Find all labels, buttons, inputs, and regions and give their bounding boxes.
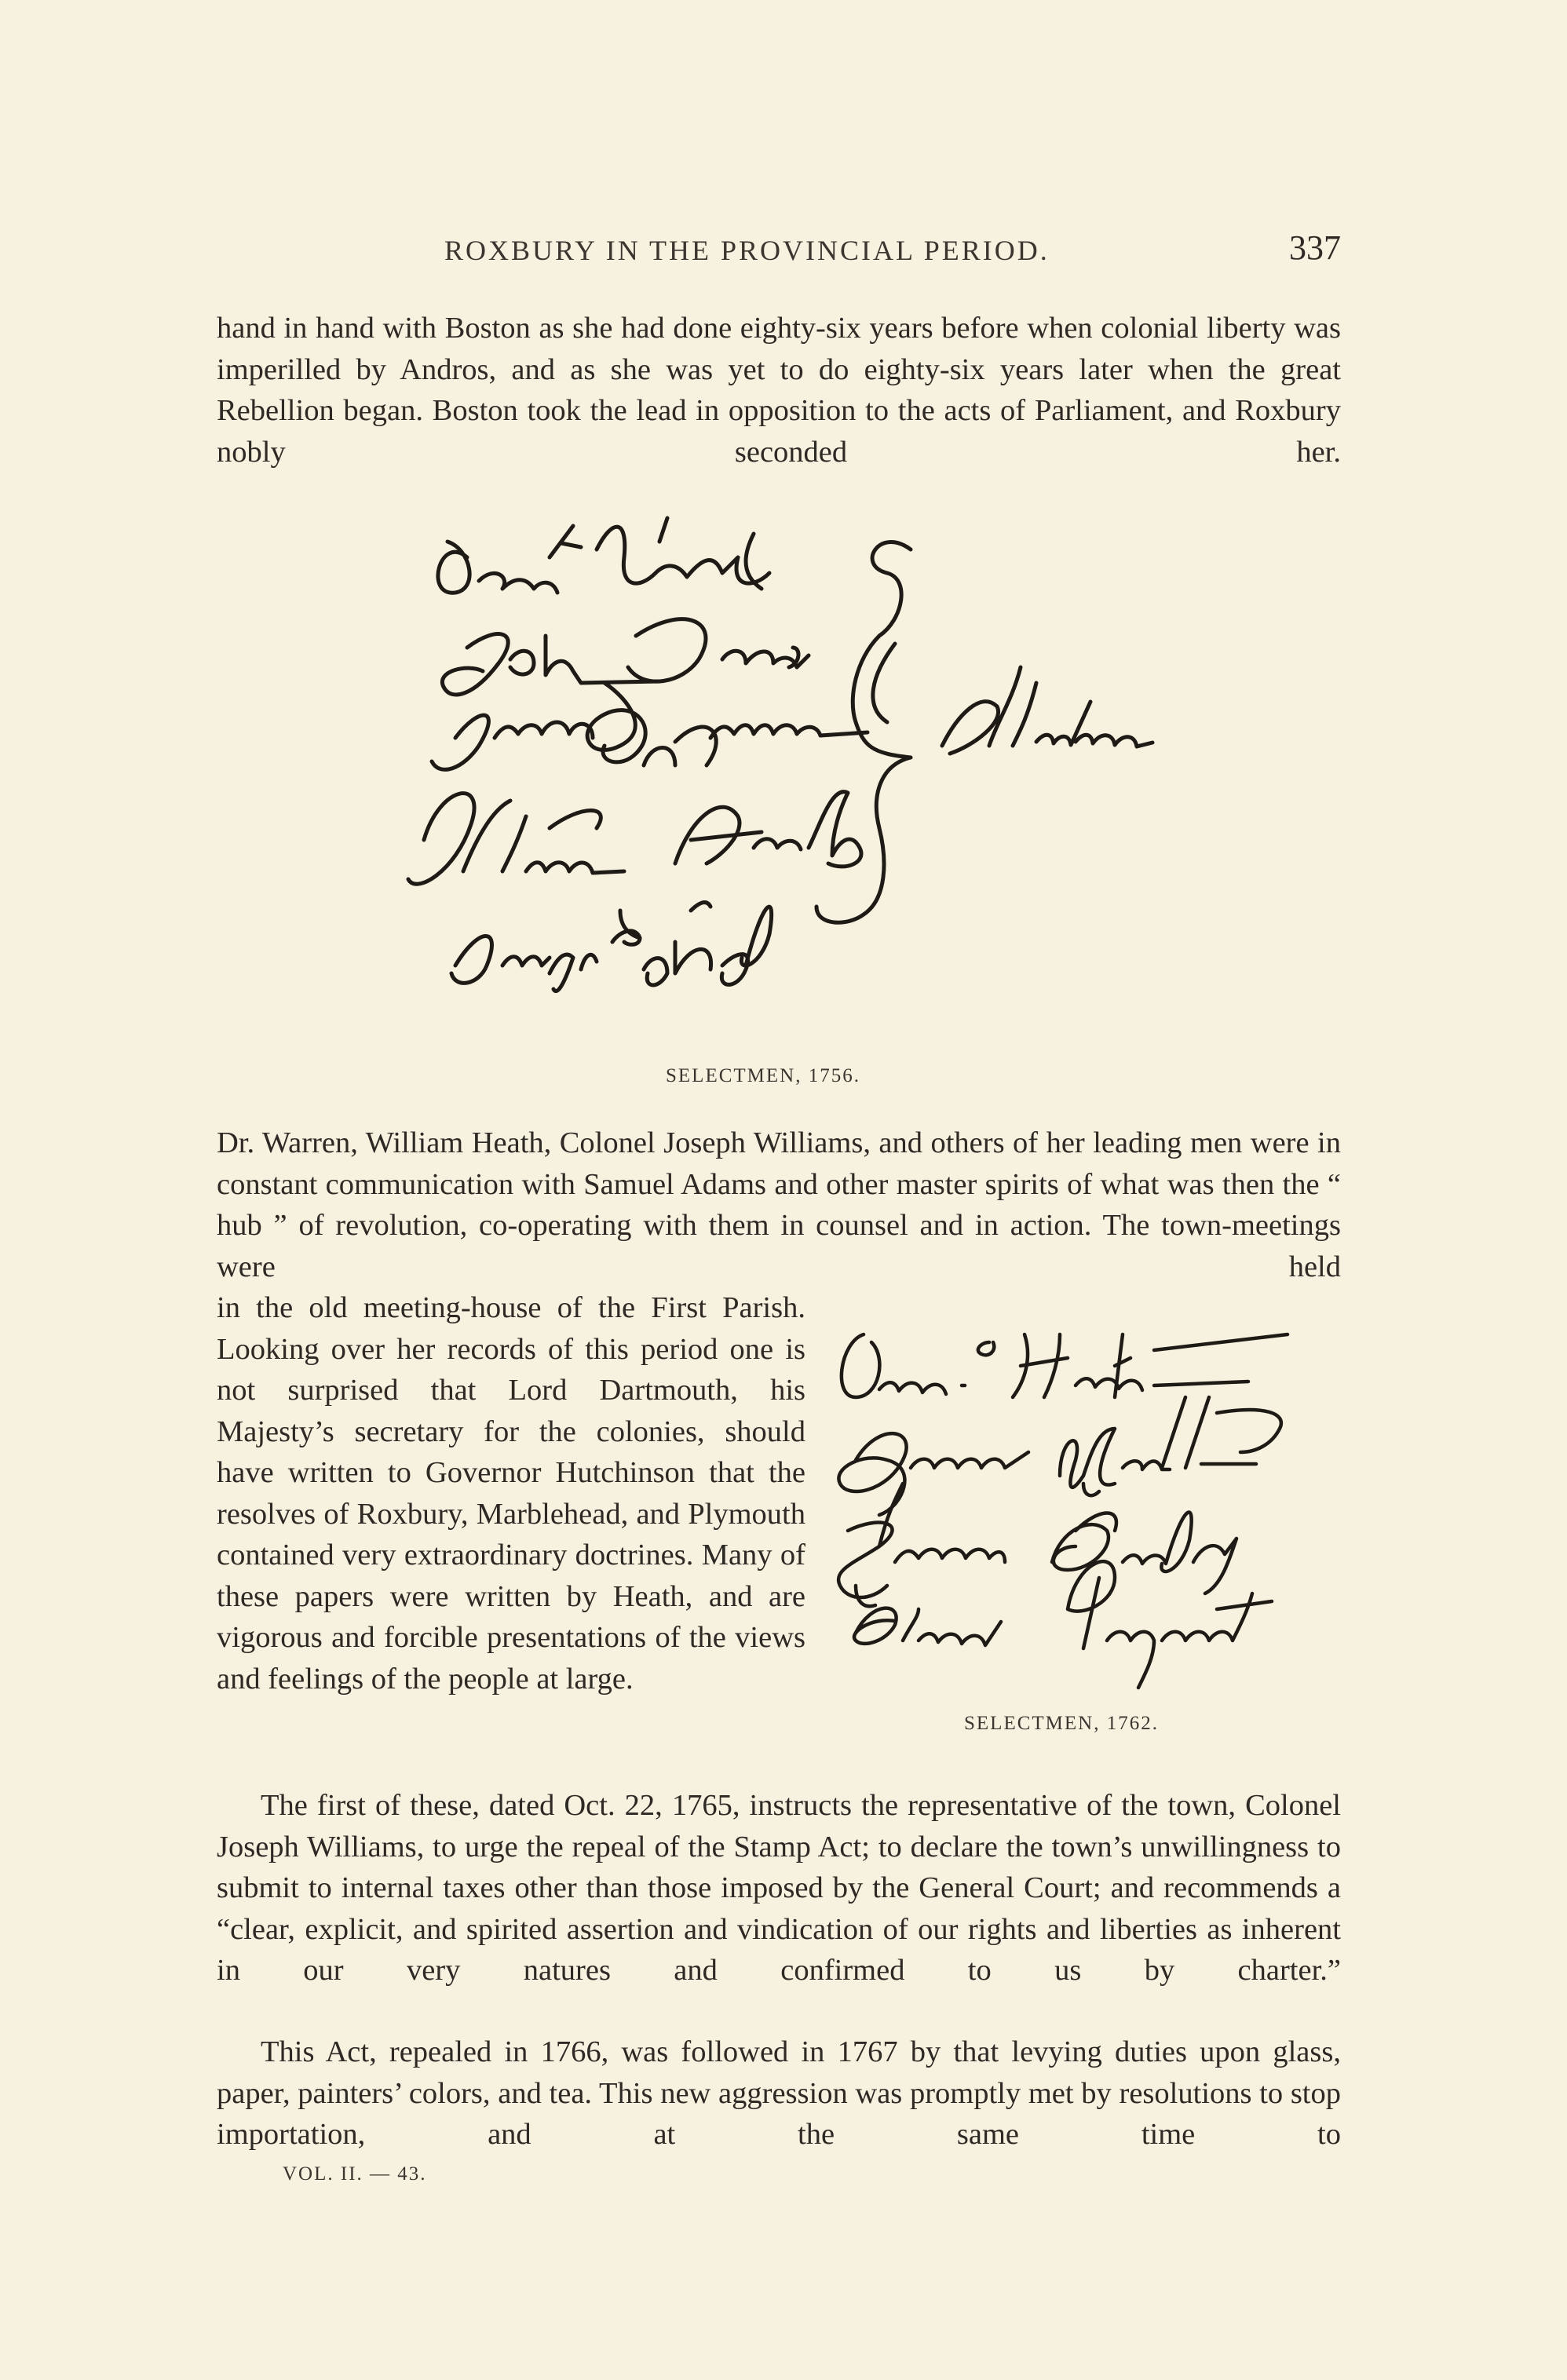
signatures-1762-image (824, 1303, 1350, 1696)
paragraph-3: The first of these, dated Oct. 22, 1765, instructs the representative of the town, Colonel Joseph Williams, to urge the repeal of the Stamp Act; to declare the town’s unwillingness to submit to internal taxes other than those imposed by the General Court; and recommends a “clear, explicit, and spirited assertion and vindication of our rights and liberties as inherent in our very natures and confirmed to us by charter.” (217, 1789, 1341, 1987)
caption-1756: SELECTMEN, 1756. (666, 1065, 860, 1086)
volume-signature-line: VOL. II. — 43. (283, 2163, 427, 2185)
signatures-1756-figure (393, 502, 1217, 1036)
running-head: ROXBURY IN THE PROVINCIAL PERIOD. (444, 235, 1050, 266)
paragraph-2-continued: in the old meeting-house of the First Parish. Looking over her records of this period one is not surprised that Lord Dartmouth, his Majesty’s secretary for the colonies, should have written to Governor Hutchinson that the resolves of Roxbury, Marblehead, and Plymouth contained very extraordinary doctrines. Many of these papers were written by Heath, and are vigorous and forcible presentations of the views and feelings of the people at large. (217, 1291, 805, 1696)
paragraph-2: Dr. Warren, William Heath, Colonel Joseph Williams, and others of her leading men were in constant communication with Samuel Adams and other master spirits of what was then the “ hub ” of revolution, co-operating with them in counsel and in action. The town-meetings were held (217, 1126, 1341, 1283)
page-number: 337 (1289, 228, 1341, 267)
signatures-1762-figure (824, 1303, 1350, 1696)
intro-paragraph: hand in hand with Boston as she had done eighty-six years before when colonial liberty was imperilled by Andros, and as she was yet to do eighty-six years later when the great Rebellion began. Boston took the lead in opposition to the acts of Parliament, and Roxbury nobly seconded her. (217, 312, 1341, 469)
paragraph-4: This Act, repealed in 1766, was followed in 1767 by that levying duties upon glass, paper, painters’ colors, and tea. This new aggression was promptly met by resolutions to stop importation, and at the same time to (217, 2035, 1341, 2151)
caption-1762: SELECTMEN, 1762. (964, 1713, 1159, 1734)
signatures-1756-image (393, 502, 1217, 1036)
page-header (217, 228, 1341, 283)
